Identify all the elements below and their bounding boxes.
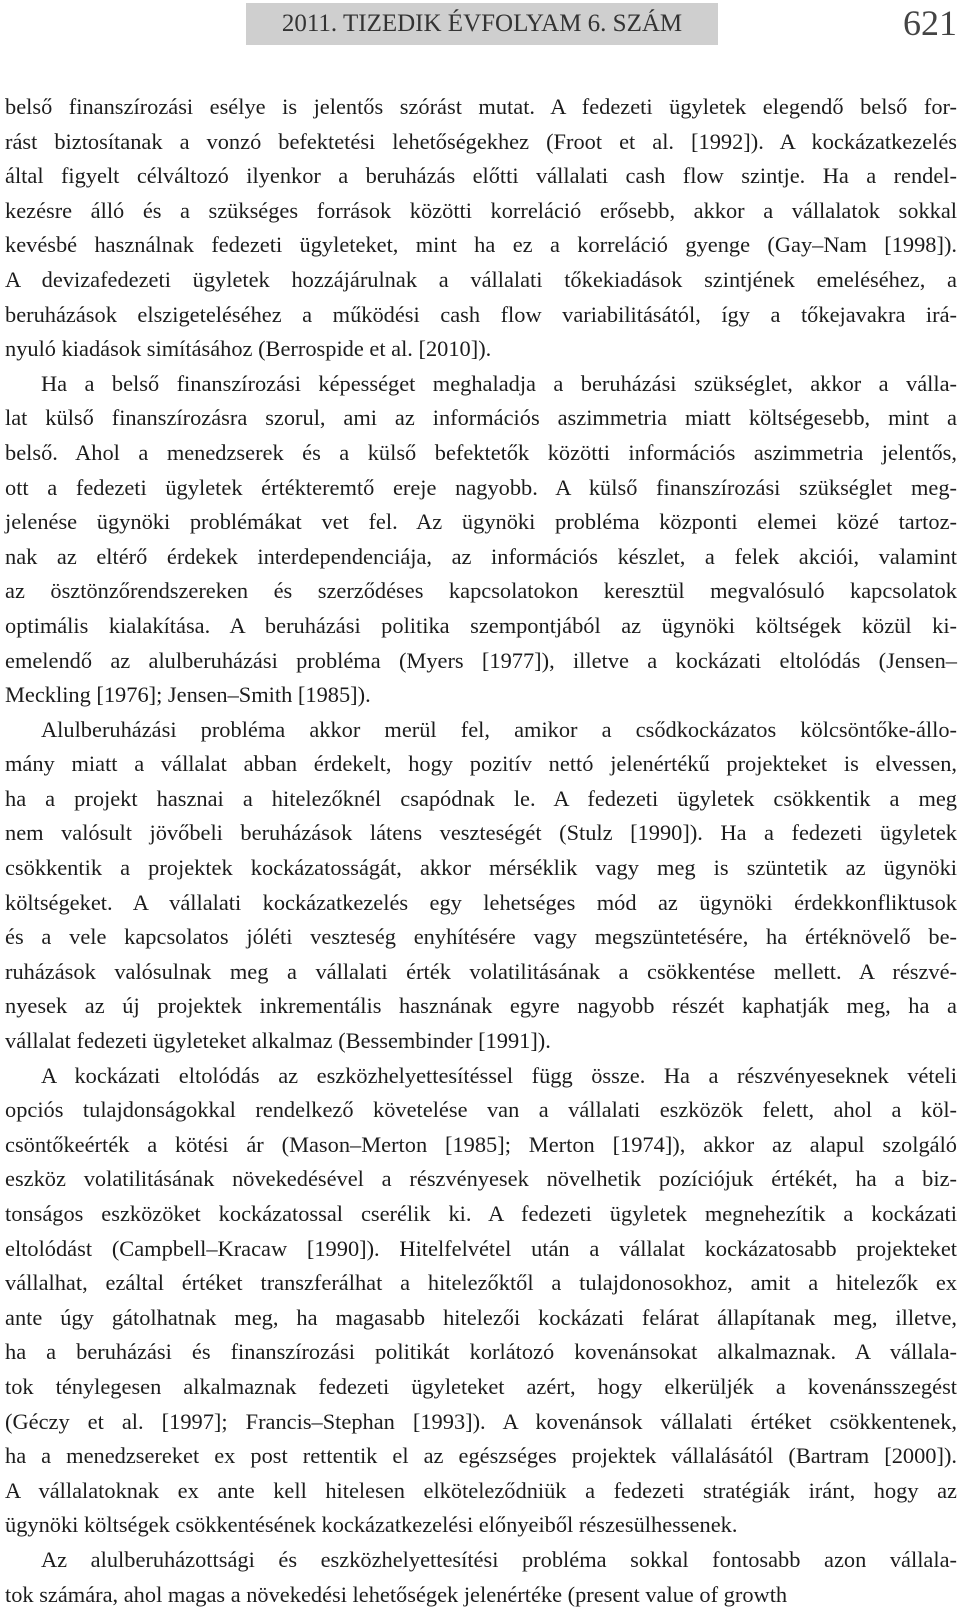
text-line: tonságos eszközöket kockázatossal cserélik ki. A fedezeti ügyletek megnehezítik a kockázati (5, 1201, 957, 1226)
text-line: vállalat fedezeti ügyleteket alkalmaz (Bessembinder [1991]). (5, 1028, 551, 1054)
text-line: az ösztönzőrendszereken és szerződéses kapcsolatokon keresztül megvalósuló kapcsolatok (5, 578, 957, 604)
paragraph (5, 1543, 957, 1612)
text-line: lat külső finanszírozásra szorul, ami az információs aszimmetria miatt költségesebb, mint a (5, 405, 957, 431)
text-line: ügynöki költségek csökkentésének kockázatkezelési előnyeiből részesülhessenek. (5, 1512, 738, 1538)
text-line: nak az eltérő érdekek interdependenciája, az információs készlet, a felek akciói, valamint (5, 543, 957, 569)
text-line: nem valósult jövőbeli beruházások látens veszteségét (Stulz [1990]). Ha a fedezeti ügyletek (5, 820, 957, 846)
text-line: Alulberuházási probléma akkor merül fel, amikor a csődkockázatos kölcsöntőke-állo- (41, 716, 957, 742)
paragraph (5, 367, 957, 713)
text-line: tok számára, ahol magas a növekedési lehetőségek jelenértéke (present value of growth (5, 1581, 788, 1607)
text-line: kevésbé használnak fedezeti ügyleteket, mint ha ez a korreláció gyenge (Gay–Nam [1998]). (5, 232, 957, 258)
text-line: Ha a belső finanszírozási képességet meghaladja a beruházási szükséglet, akkor a válla- (41, 370, 957, 396)
text-line: eltolódást (Campbell–Kracaw [1990]). Hitelfelvétel után a vállalat kockázatosabb projekteket (5, 1235, 957, 1261)
text-line: rást biztosítanak a vonzó befektetési lehetőségekhez (Froot et al. [1992]). A kockázatkezelés (5, 128, 957, 154)
paragraph (5, 713, 957, 1059)
text-line: ruházások valósulnak meg a vállalati érték volatilitásának a csökkentése mellett. A részvé- (5, 958, 957, 984)
text-line: Meckling [1976]; Jensen–Smith [1985]). (5, 682, 371, 708)
text-line: költségeket. A vállalati kockázatkezelés egy lehetséges mód az ügynöki érdekkonfliktusok (5, 889, 957, 915)
text-line: belső finanszírozási esélye is jelentős szórást mutat. A fedezeti ügyletek elegendő belső for- (5, 94, 957, 119)
text-line: nyesek az új projektek inkrementális hasznának egyre nagyobb részét kaphatják meg, ha a (5, 993, 957, 1019)
text-line: és a vele kapcsolatos jóléti veszteség enyhítésére vagy megszüntetésére, ha értéknövelő be- (5, 924, 957, 950)
text-line: optimális kialakítása. A beruházási politika szempontjából az ügynöki költségek közül ki- (5, 612, 957, 638)
text-line: mány miatt a vállalat abban érdekelt, hogy pozitív nettó jelenértékű projekteket is elvessen, (5, 751, 957, 777)
text-line: csöntőkeérték a kötési ár (Mason–Merton [1985]; Merton [1974]), akkor az alapul szolgáló (5, 1131, 957, 1157)
text-line: (Géczy et al. [1997]; Francis–Stephan [1993]). A kovenánsok vállalati értéket csökkentenek, (5, 1408, 957, 1434)
text-line: A kockázati eltolódás az eszközhelyettesítéssel függ össze. Ha a részvényeseknek vételi (41, 1062, 957, 1088)
text-line: emelendő az alulberuházási probléma (Myers [1977]), illetve a kockázati eltolódás (Jensen– (5, 647, 957, 673)
paragraph (5, 1059, 957, 1543)
page-number: 621 (903, 3, 957, 43)
paragraph (5, 90, 957, 367)
text-line: ha a menedzsereket ex post rettentik el az egészséges projektek vállalásától (Bartram [2000]). (5, 1443, 957, 1469)
text-line: által figyelt célváltozó ilyenkor a beruházás előtti vállalati cash flow szintje. Ha a rendel- (5, 163, 957, 189)
text-line: eszköz volatilitásának növekedésével a részvényesek növelhetik pozíciójuk értékét, ha a biz- (5, 1166, 957, 1192)
text-line: ha a beruházási és finanszírozási politikát korlátozó kovenánsokat alkalmaznak. A vállala- (5, 1339, 957, 1365)
article-body (5, 90, 957, 1612)
text-line: beruházások elszigeteléséhez a működési cash flow variabilitásától, így a tőkejavakra irá- (5, 301, 957, 327)
text-line: jelenése ügynöki problémákat vet fel. Az ügynöki probléma központi elemei közé tartoz- (5, 509, 957, 535)
text-line: belső. Ahol a menedzserek és a külső befektetők közötti információs aszimmetria jelentős, (5, 439, 957, 465)
text-line: Az alulberuházottsági és eszközhelyettesítési probléma sokkal fontosabb azon vállala- (41, 1546, 957, 1572)
text-line: csökkentik a projektek kockázatosságát, akkor mérséklik vagy meg is szüntetik az ügynöki (5, 855, 957, 881)
text-line: A vállalatoknak ex ante kell hitelesen elköteleződniük a fedezeti stratégiák iránt, hogy az (5, 1477, 957, 1503)
text-line: nyuló kiadások simításához (Berrospide et al. [2010]). (5, 336, 492, 362)
running-header (0, 0, 960, 48)
text-line: vállalhat, ezáltal értéket transzferálhat a hitelezőktől a tulajdonosokhoz, amit a hitelezők ex (5, 1270, 957, 1296)
text-line: tok ténylegesen alkalmaznak fedezeti ügyleteket azért, hogy elkerüljék a kovenánsszegést (5, 1373, 957, 1399)
text-line: ante úgy gátolhatnak meg, ha magasabb hitelezői kockázati felárat állapítanak meg, illetve, (5, 1304, 957, 1330)
journal-issue-label: 2011. TIZEDIK ÉVFOLYAM 6. SZÁM (246, 3, 718, 45)
text-line: kezésre álló és a szükséges források közötti korreláció erősebb, akkor a vállalatok sokkal (5, 197, 957, 223)
text-line: ha a projekt hasznai a hitelezőknél csapódnak le. A fedezeti ügyletek csökkentik a meg (5, 785, 957, 811)
text-line: opciós tulajdonságokkal rendelkező követelése van a vállalati eszközök felett, ahol a köl- (5, 1097, 957, 1123)
text-line: A devizafedezeti ügyletek hozzájárulnak a vállalati tőkekiadások szintjének emeléséhez, a (5, 266, 957, 292)
text-line: ott a fedezeti ügyletek értékteremtő ereje nagyobb. A külső finanszírozási szükséglet meg- (5, 474, 957, 500)
